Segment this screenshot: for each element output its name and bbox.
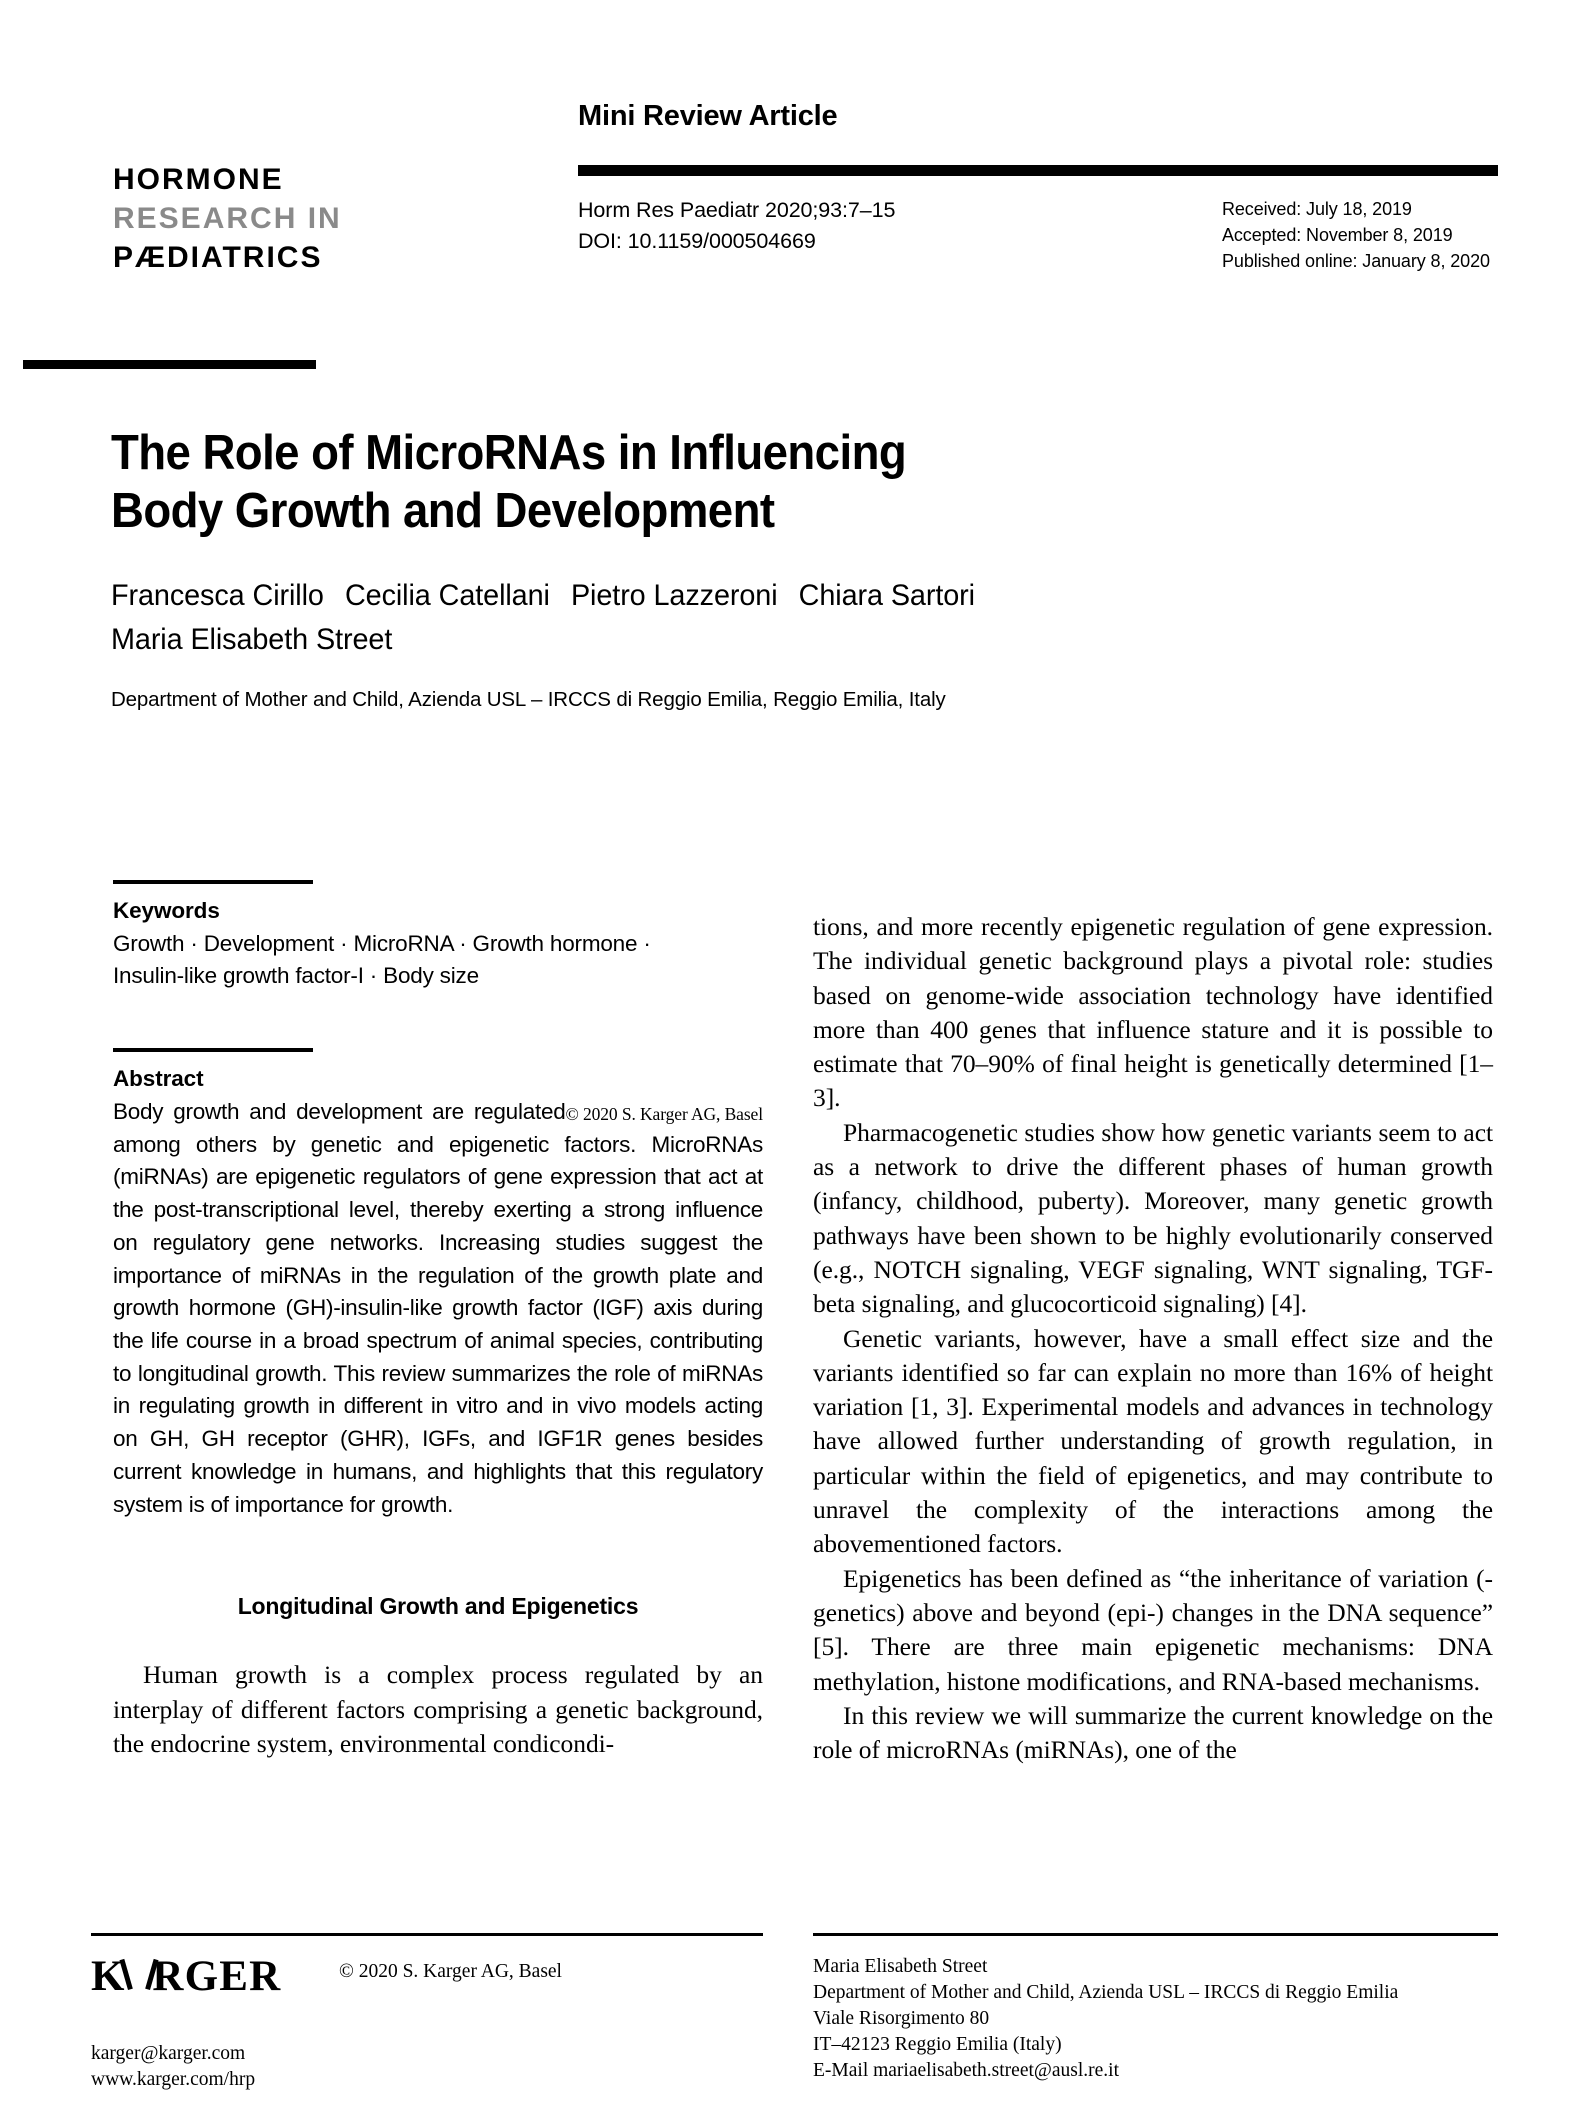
correspondence-city: IT–42123 Reggio Emilia (Italy) xyxy=(813,2033,1062,2055)
section-paragraph-2: Pharmacogenetic studies show how genetic variants seem to act as a network to drive the different phases of human growth (infancy, childhood, puberty). Moreover, many genetic growth pathways have been shown to be highly evolutionarily conserved (e.g., NOTCH signaling, VEGF signaling, WNT signaling, TGF-beta signaling, and glucocorticoid signaling) [4]. xyxy=(813,1117,1493,1319)
section-heading: Longitudinal Growth and Epigenetics xyxy=(237,1593,639,1620)
footer-divider-left xyxy=(91,1933,763,1936)
keywords-line-1: Growth · Development · MicroRNA · Growth hormone · xyxy=(113,931,651,956)
abstract-heading: Abstract xyxy=(113,1065,204,1091)
author-name[interactable]: Francesca Cirillo xyxy=(111,579,324,612)
author-affiliation: Department of Mother and Child, Azienda USL – IRCCS di Reggio Emilia, Reggio Emilia, Italy xyxy=(111,688,946,711)
publication-dates-block xyxy=(1222,196,1490,274)
accepted-date: Accepted: November 8, 2019 xyxy=(1222,225,1453,246)
correspondence-name: Maria Elisabeth Street xyxy=(813,1956,988,1977)
keywords-heading: Keywords xyxy=(113,898,220,923)
left-column xyxy=(113,880,763,1761)
masthead-line-hormone: HORMONE xyxy=(113,163,284,196)
author-name[interactable]: Chiara Sartori xyxy=(798,579,975,612)
correspondence-street: Viale Risorgimento 80 xyxy=(813,2007,990,2029)
section-paragraph-3: Genetic variants, however, have a small effect size and the variants identified so far can explain no more than 16% of height variation [1, 3]. Experimental models and advances in technology have allowed further understanding of growth regulation, in particular within the field of epigenetics, and may contribute to unravel the complexity of the interactions among the abovementioned factors. xyxy=(813,1323,1493,1559)
citation-block xyxy=(578,195,895,256)
author-line-1 xyxy=(111,574,1263,618)
keywords-line-2: Insulin-like growth factor-I · Body size xyxy=(113,962,479,988)
section-heading-wrap xyxy=(113,1593,763,1620)
right-column xyxy=(813,910,1493,1767)
keywords-divider xyxy=(113,880,313,884)
masthead-line-research-in: RESEARCH IN xyxy=(113,202,342,235)
abstract-body-text: Body growth and development are regulated among others by genetic and epigenetic factors. MicroRNAs (miRNAs) are epigenetic regulators of gene expression that act at the post-transcriptional level, thereby exerting a strong influence on regulatory gene networks. Increasing studies suggest the importance of miRNAs in the regulation of the growth plate and growth hormone (GH)-insulin-like growth factor (IGF) axis during the life course in a broad spectrum of animal species, contributing to longitudinal growth. This review summarizes the role of miRNAs in regulating growth in different in vitro and in vivo models acting on GH, GH receptor (GHR), IGFs, and IGF1R genes besides current knowledge in humans, and highlights that this regulatory system is of importance for growth. xyxy=(113,1098,763,1517)
section-paragraph-1: Human growth is a complex process regulated by an interplay of different factors comprising a genetic background, the endocrine system, environmental condicondi- xyxy=(113,1660,763,1759)
received-date: Received: July 18, 2019 xyxy=(1222,199,1412,219)
footer-website[interactable]: www.karger.com/hrp xyxy=(91,2068,256,2090)
footer-email[interactable]: karger@karger.com xyxy=(91,2043,246,2064)
karger-logo-rger: RGER xyxy=(152,1953,282,2000)
section-paragraph-1-continued: tions, and more recently epigenetic regulation of gene expression. The individual genetic background plays a pivotal role: studies based on genome-wide association technology have identified more than 400 genes that influence stature and it is possible to estimate that 70–90% of final height is genetically determined [1–3]. xyxy=(813,912,1493,1113)
section-paragraph-4: Epigenetics has been defined as “the inheritance of variation (-genetics) above and beyond (epi-) changes in the DNA sequence” [5]. There are three main epigenetic mechanisms: DNA methylation, histone modifications, and RNA-based mechanisms. xyxy=(813,1563,1493,1696)
doi-line[interactable]: DOI: 10.1159/000504669 xyxy=(578,228,816,253)
keywords-list xyxy=(113,928,763,992)
page-title-line-1: The Role of MicroRNAs in Influencing xyxy=(111,425,907,480)
title-rule xyxy=(23,360,316,369)
footer-divider-right xyxy=(813,1933,1498,1936)
header-divider-bar xyxy=(578,165,1498,176)
author-list xyxy=(111,574,1263,661)
abstract-section xyxy=(113,1048,763,1522)
masthead-line-paediatrics: PÆDIATRICS xyxy=(113,241,323,274)
author-line-2 xyxy=(111,618,1263,662)
published-date: Published online: January 8, 2020 xyxy=(1222,251,1490,272)
keywords-section xyxy=(113,880,763,992)
article-type-label: Mini Review Article xyxy=(578,100,838,132)
citation-line: Horm Res Paediatr 2020;93:7–15 xyxy=(578,198,896,222)
footer-copyright: © 2020 S. Karger AG, Basel xyxy=(339,1961,562,1982)
abstract-divider xyxy=(113,1048,313,1052)
footer-right xyxy=(813,1933,1498,2084)
page-title xyxy=(111,425,1153,541)
karger-logo[interactable] xyxy=(91,1955,281,1998)
author-name[interactable]: Maria Elisabeth Street xyxy=(111,622,393,656)
abstract-copyright: © 2020 S. Karger AG, Basel xyxy=(565,1103,763,1124)
correspondence-block xyxy=(813,1954,1498,2084)
footer-left xyxy=(91,1933,763,2090)
correspondence-email[interactable]: E-Mail mariaelisabeth.street@ausl.re.it xyxy=(813,2059,1120,2081)
author-name[interactable]: Pietro Lazzeroni xyxy=(570,579,778,612)
author-name[interactable]: Cecilia Catellani xyxy=(344,579,550,612)
abstract-text xyxy=(113,1096,763,1522)
journal-masthead xyxy=(113,160,413,277)
correspondence-department: Department of Mother and Child, Azienda USL – IRCCS di Reggio Emilia xyxy=(813,1981,1399,2003)
section-paragraph-5: In this review we will summarize the current knowledge on the role of microRNAs (miRNAs), one of the xyxy=(813,1700,1493,1765)
karger-logo-a-glyph xyxy=(126,1959,153,1990)
footer-links xyxy=(91,2041,255,2092)
karger-logo-k: K xyxy=(91,1953,126,2000)
page-title-line-2: Body Growth and Development xyxy=(111,483,775,538)
